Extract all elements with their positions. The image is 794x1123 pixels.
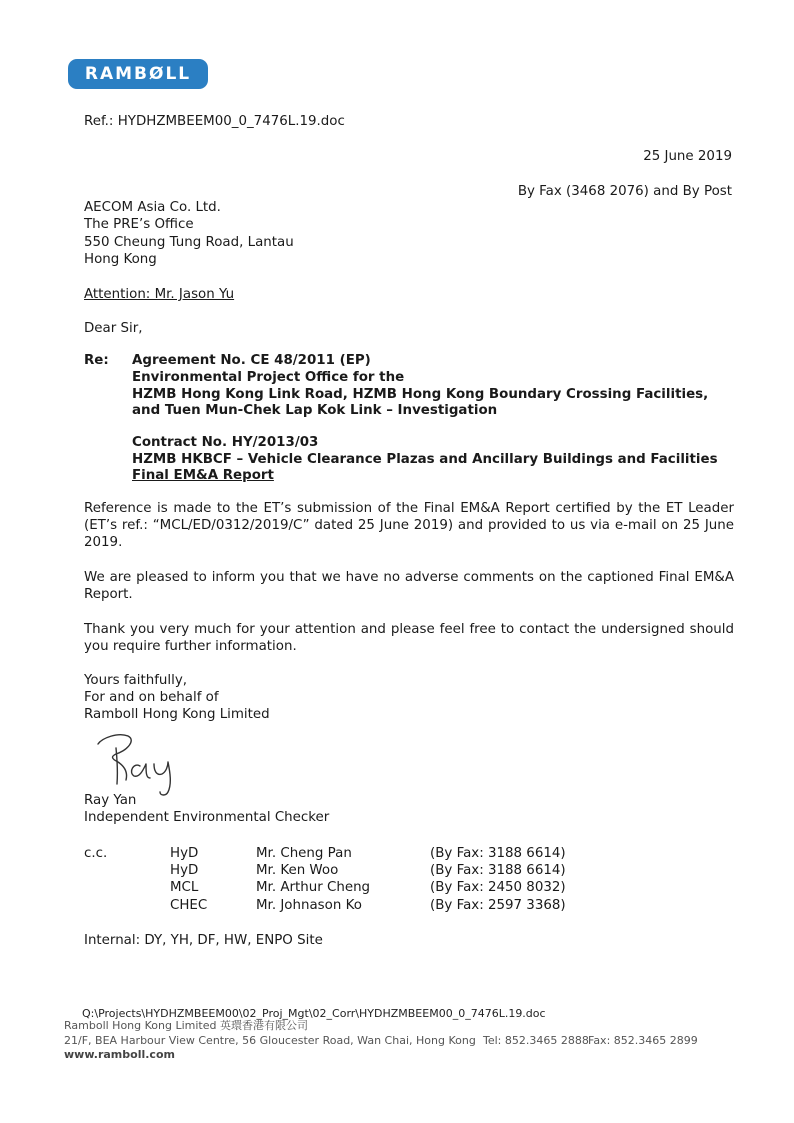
recipient-line-2: The PRE’s Office — [84, 217, 194, 232]
cc-name: Mr. Cheng Pan — [256, 846, 352, 861]
body-paragraph-2: We are pleased to inform you that we have no adverse comments on the captioned Final EM&A Report. — [84, 570, 734, 602]
closing-line-3: Ramboll Hong Kong Limited — [84, 707, 270, 722]
signatory-name: Ray Yan — [84, 793, 137, 808]
re-label: Re: — [84, 353, 109, 368]
subject-line-1: Agreement No. CE 48/2011 (EP) — [132, 353, 371, 368]
footer-fax: Fax: 852.3465 2899 — [588, 1034, 698, 1047]
cc-fax: (By Fax: 2597 3368) — [430, 898, 566, 913]
file-path: Q:\Projects\HYDHZMBEEM00\02_Proj_Mgt\02_Corr\HYDHZMBEEM00_0_7476L.19.doc — [82, 1007, 546, 1020]
footer-tel: Tel: 852.3465 2888 — [483, 1034, 589, 1047]
cc-org: MCL — [170, 880, 199, 895]
recipient-line-3: 550 Cheung Tung Road, Lantau — [84, 235, 294, 250]
footer-website[interactable]: www.ramboll.com — [64, 1048, 175, 1061]
cc-row — [84, 879, 644, 896]
body-paragraph-1: Reference is made to the ET’s submission of the Final EM&A Report certified by the ET Leader (ET’s ref.: “MCL/ED/0312/2019/C” dated 25 June 2019) and provided to us via e-mail on 25 June 2019. — [84, 501, 734, 550]
closing-line-1: Yours faithfully, — [84, 673, 188, 688]
cc-name: Mr. Johnason Ko — [256, 898, 362, 913]
cc-row — [84, 897, 644, 914]
cc-name: Mr. Arthur Cheng — [256, 880, 371, 895]
logo-text: RAMBØLL — [84, 63, 192, 84]
subject-line-7: Final EM&A Report — [132, 468, 274, 483]
cc-name: Mr. Ken Woo — [256, 863, 339, 878]
salutation: Dear Sir, — [84, 321, 143, 336]
cc-fax: (By Fax: 3188 6614) — [430, 863, 566, 878]
reference-line: Ref.: HYDHZMBEEM00_0_7476L.19.doc — [84, 114, 345, 129]
cc-row — [84, 862, 644, 879]
letter-date: 25 June 2019 — [643, 149, 732, 164]
cc-org: HyD — [170, 863, 199, 878]
subject-line-2: Environmental Project Office for the — [132, 370, 405, 385]
signatory-title: Independent Environmental Checker — [84, 810, 330, 825]
body-paragraph-3: Thank you very much for your attention and please feel free to contact the undersigned should you require further information. — [84, 622, 734, 654]
closing-line-2: For and on behalf of — [84, 690, 219, 705]
cc-label: c.c. — [84, 846, 108, 861]
cc-org: HyD — [170, 846, 199, 861]
recipient-line-4: Hong Kong — [84, 252, 157, 267]
ramboll-logo — [68, 59, 208, 89]
attention-line: Attention: Mr. Jason Yu — [84, 287, 235, 302]
handwritten-signature — [88, 726, 208, 802]
footer-company: Ramboll Hong Kong Limited 英環香港有限公司 — [64, 1019, 308, 1032]
cc-fax: (By Fax: 2450 8032) — [430, 880, 566, 895]
subject-line-4: and Tuen Mun-Chek Lap Kok Link – Investigation — [132, 403, 498, 418]
internal-distribution: Internal: DY, YH, DF, HW, ENPO Site — [84, 933, 323, 948]
subject-line-5: Contract No. HY/2013/03 — [132, 435, 319, 450]
cc-fax: (By Fax: 3188 6614) — [430, 846, 566, 861]
subject-line-3: HZMB Hong Kong Link Road, HZMB Hong Kong Boundary Crossing Facilities, — [132, 387, 709, 402]
cc-row — [84, 845, 644, 862]
recipient-line-1: AECOM Asia Co. Ltd. — [84, 200, 221, 215]
subject-line-6: HZMB HKBCF – Vehicle Clearance Plazas and Ancillary Buildings and Facilities — [132, 452, 718, 467]
delivery-method: By Fax (3468 2076) and By Post — [517, 184, 732, 199]
footer-address: 21/F, BEA Harbour View Centre, 56 Gloucester Road, Wan Chai, Hong Kong — [64, 1034, 476, 1047]
cc-org: CHEC — [170, 898, 208, 913]
